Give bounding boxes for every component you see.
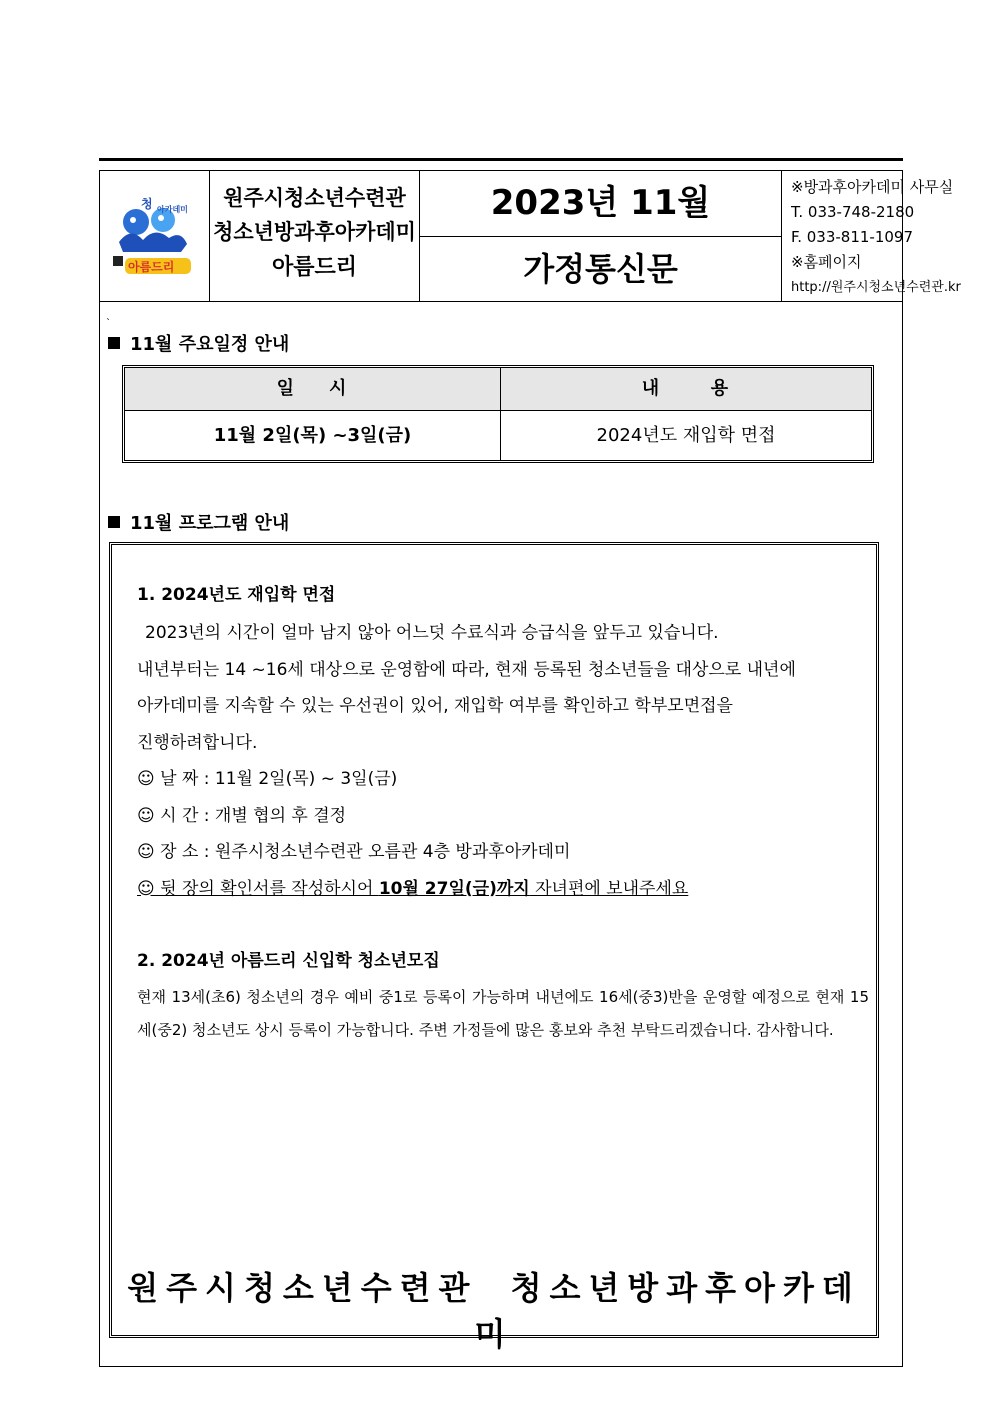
item1-time-line: ☺ 시 간 : 개별 협의 후 결정 (137, 805, 347, 826)
col-date-header: 일 시 (276, 378, 349, 399)
schedule-heading (108, 330, 289, 356)
program-heading (108, 509, 289, 535)
homepage-url[interactable]: http://원주시청소년수련관.kr (791, 280, 961, 295)
col-content-header: 내 용 (641, 378, 731, 399)
schedule-heading-text: 11월 주요일정 안내 (130, 334, 290, 355)
logo-cell (99, 170, 210, 301)
program-box (109, 542, 879, 1353)
header-table (99, 170, 961, 302)
schedule-row-content: 2024년도 재입학 면접 (596, 425, 776, 446)
program-heading-text: 11월 프로그램 안내 (130, 513, 290, 534)
item2-body: 현재 13세(초6) 청소년의 경우 예비 중1로 등록이 가능하며 내년에도 16세(중3)반을 운영할 예정으로 현재 15세(중2) 청소년도 상시 등록이 가능합니다. 주변 가정들에 많은 홍보와 추천 부탁드리겠습니다. 감사합니다. (137, 988, 869, 1039)
date-title: 2023년 11월 (420, 170, 781, 237)
notice-part-c: 자녀편에 보내주세요 (529, 878, 689, 899)
item1-paragraph-1: 2023년의 시간이 얼마 남지 않아 어느덧 수료식과 승급식을 앞두고 있습니다. (145, 623, 719, 643)
org-line-2: 청소년방과후아카데미 (213, 220, 416, 244)
org-line-3: 아름드리 (271, 255, 357, 280)
fax-number: F. 033-811-1097 (791, 228, 914, 246)
org-cell (210, 170, 420, 301)
office-label: ※방과후아카데미 사무실 (791, 178, 954, 196)
logo-top-text: 청 (141, 197, 153, 211)
square-bullet-icon (108, 516, 120, 528)
homepage-label: ※홈페이지 (791, 253, 862, 271)
logo-side-text: 아카데미 (157, 205, 188, 214)
item1-paragraph-2: 내년부터는 14 ~16세 대상으로 운영함에 따라, 현재 등록된 청소년들을 대상으로 내년에 (137, 659, 796, 680)
doc-title: 가정통신문 (523, 250, 678, 288)
academy-logo (111, 196, 197, 276)
item1-notice-line (137, 871, 869, 908)
stray-mark: ` (106, 318, 111, 329)
item1-title: 1. 2024년도 재입학 면접 (137, 585, 336, 605)
item2-title: 2. 2024년 아름드리 신입학 청소년모집 (137, 951, 440, 971)
top-rule (99, 158, 903, 161)
schedule-row-date: 11월 2일(목) ~3일(금) (213, 425, 412, 446)
square-bullet-icon (108, 337, 120, 349)
item1-paragraph-4: 진행하려합니다. (137, 732, 258, 753)
item1-date-line: ☺ 날 짜 : 11월 2일(목) ~ 3일(금) (137, 769, 398, 789)
item1-place-line: ☺ 장 소 : 원주시청소년수련관 오름관 4층 방과후아카데미 (137, 842, 571, 862)
logo-bottom-text: 아름드리 (128, 260, 175, 274)
title-cell (420, 170, 782, 301)
footer-org-name: 원주시청소년수련관 청소년방과후아카데미 (127, 1269, 861, 1353)
org-line-1: 원주시청소년수련관 (223, 186, 406, 210)
notice-deadline: 10월 27일(금)까지 (378, 878, 530, 899)
tel-number: T. 033-748-2180 (791, 203, 915, 221)
item1-paragraph-3: 아카데미를 지속할 수 있는 우선권이 있어, 재입학 여부를 확인하고 학부모면접을 (137, 696, 733, 716)
notice-part-a: ☺ 뒷 장의 확인서를 작성하시어 (137, 878, 379, 899)
contact-cell (782, 170, 961, 301)
schedule-table (122, 365, 874, 463)
